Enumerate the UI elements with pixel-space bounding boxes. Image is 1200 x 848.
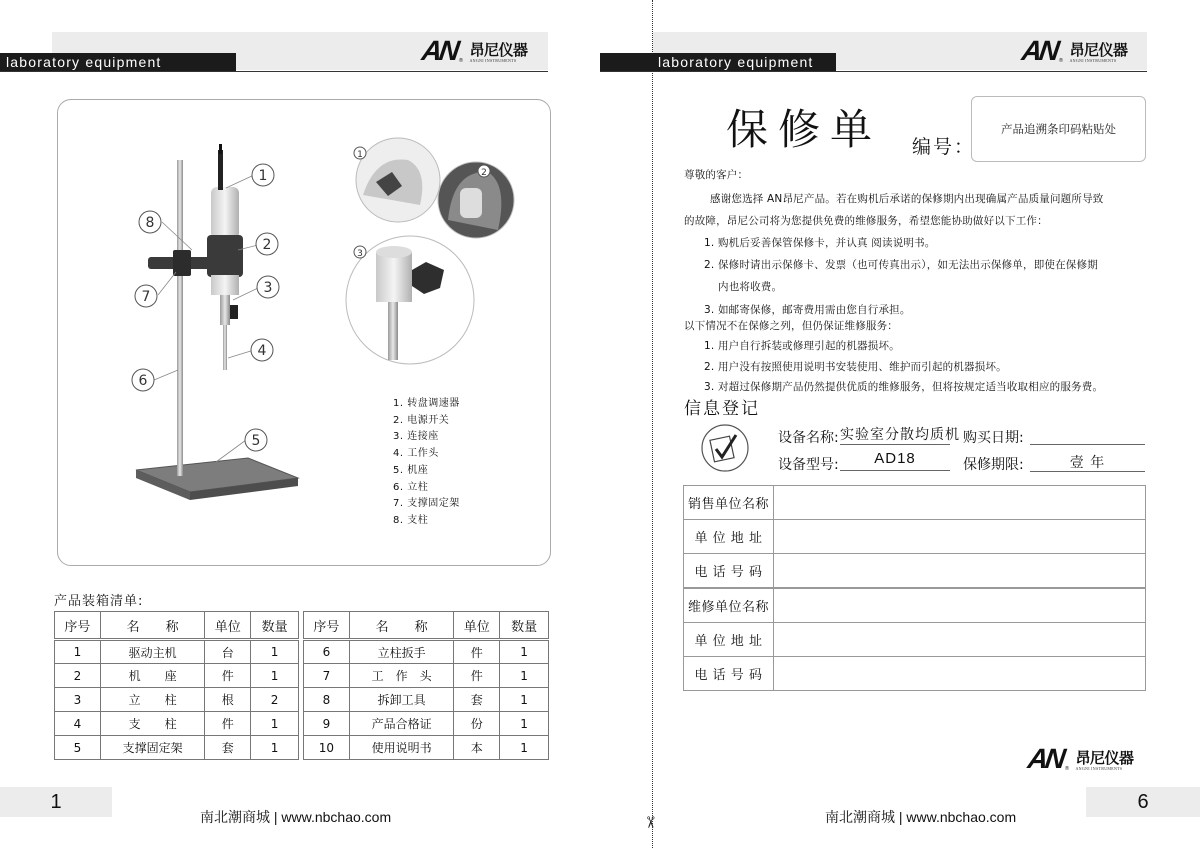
product-illustration-panel — [57, 99, 551, 566]
device-model-label: 设备型号: — [778, 457, 839, 473]
col-header: 名 称 — [349, 612, 454, 640]
purchase-date-label: 购买日期: — [963, 430, 1024, 446]
table-row: 7 工 作 头 件 1 — [304, 664, 549, 688]
legend-item: 8. 支柱 — [393, 514, 429, 526]
col-header: 单位 — [205, 612, 251, 640]
repair-unit-address-label: 单 位 地 址 — [684, 623, 774, 657]
sales-unit-phone-field[interactable] — [774, 554, 1146, 588]
scissors-icon: ✂ — [641, 815, 661, 830]
table-row: 5 支撑固定架 套 1 — [55, 736, 299, 760]
callout-8 — [139, 211, 161, 233]
repair-unit-name-field[interactable] — [774, 589, 1146, 623]
table-row: 3 立 柱 根 2 — [55, 688, 299, 712]
table-row: 10 使用说明书 本 1 — [304, 736, 549, 760]
repair-unit-name-label: 维修单位名称 — [684, 589, 774, 623]
table-row — [684, 623, 1146, 657]
machine-column — [177, 160, 183, 476]
device-name-underline — [840, 444, 950, 445]
logo-english-name: ANGNI INSTRUMENTS — [1075, 766, 1123, 771]
work-head-shaft — [223, 325, 227, 370]
exclusions-title: 以下情况不在保修之列，但仍保证维修服务： — [684, 320, 898, 332]
table-row — [684, 486, 1146, 520]
intro-text: 感谢您选择 AN昂尼产品。若在购机后承诺的保修期内出现确属产品质量问题所导致 — [710, 193, 1104, 205]
table-row — [684, 589, 1146, 623]
repair-unit-table — [683, 588, 1146, 691]
right-header-label: laboratory equipment — [600, 53, 836, 71]
table-header-row — [55, 612, 299, 640]
bottom-brand-logo — [1025, 743, 1134, 774]
checklist-icon — [700, 423, 750, 473]
table-row: 4 支 柱 件 1 — [55, 712, 299, 736]
logo-chinese-name: 昂尼仪器 — [1075, 749, 1134, 767]
callout-1 — [252, 164, 274, 186]
right-footer-link[interactable]: 南北潮商城 | www.nbchao.com — [825, 809, 1017, 825]
device-name-value[interactable]: 实验室分散均质机 — [840, 427, 960, 443]
svg-text:2: 2 — [262, 237, 272, 253]
drive-motor-body — [211, 187, 239, 239]
col-header: 序号 — [304, 612, 350, 640]
legend-item: 2. 电源开关 — [393, 414, 450, 426]
right-page-number: 6 — [1086, 787, 1200, 817]
legend-item: 7. 支撑固定架 — [393, 498, 460, 510]
svg-text:1: 1 — [258, 168, 268, 184]
svg-text:8: 8 — [145, 215, 155, 231]
info-registration-title: 信息登记 — [684, 399, 760, 419]
detail-speed-dial — [354, 138, 440, 222]
repair-unit-phone-field[interactable] — [774, 657, 1146, 691]
detail-connector-seat — [346, 236, 474, 364]
table-row: 6 立柱扳手 件 1 — [304, 640, 549, 664]
callout-4 — [251, 339, 273, 361]
table-row: 1 驱动主机 台 1 — [55, 640, 299, 664]
callout-5 — [245, 429, 267, 451]
table-header-row — [304, 612, 549, 640]
warranty-item: 2. 保修时请出示保修卡、发票（也可传真出示），如无法出示保修单，即使在保修期 — [704, 259, 1098, 271]
logo-chinese-name: 昂尼仪器 — [1069, 41, 1128, 59]
svg-text:1: 1 — [357, 150, 363, 160]
right-brand-logo — [1019, 35, 1128, 66]
device-model-value[interactable]: AD18 — [874, 450, 916, 467]
device-model-underline — [840, 470, 950, 471]
center-fold-line — [652, 0, 653, 848]
greeting: 尊敬的客户： — [684, 169, 749, 181]
registered-mark: ® — [1064, 766, 1070, 772]
callout-6 — [132, 369, 154, 391]
warranty-item: 1. 购机后妥善保管保修卡，并认真 阅读说明书。 — [704, 237, 936, 249]
table-row: 2 机 座 件 1 — [55, 664, 299, 688]
table-row: 9 产品合格证 份 1 — [304, 712, 549, 736]
warranty-form-title: 保修单 — [726, 105, 883, 154]
left-header-rule — [0, 71, 548, 72]
table-row — [684, 554, 1146, 588]
warranty-period-underline — [1030, 471, 1145, 472]
svg-text:5: 5 — [251, 433, 261, 449]
table-row — [684, 520, 1146, 554]
svg-text:6: 6 — [138, 373, 148, 389]
svg-text:3: 3 — [263, 280, 273, 296]
sales-unit-name-field[interactable] — [774, 486, 1146, 520]
repair-unit-address-field[interactable] — [774, 623, 1146, 657]
warranty-period-value[interactable]: 壹 年 — [1069, 455, 1106, 471]
logo-an-mark: AN — [1025, 743, 1065, 774]
left-page-number: 1 — [0, 787, 112, 817]
table-row: 8 拆卸工具 套 1 — [304, 688, 549, 712]
logo-an-mark: AN — [1019, 35, 1059, 66]
legend-item: 4. 工作头 — [393, 448, 439, 460]
barcode-sticker-area: 产品追溯条印码粘贴处 — [971, 96, 1146, 162]
col-header: 单位 — [454, 612, 500, 640]
callout-3 — [257, 276, 279, 298]
warranty-period-label: 保修期限: — [963, 457, 1024, 473]
logo-chinese-name: 昂尼仪器 — [469, 41, 528, 59]
parts-legend — [393, 396, 460, 530]
exclusion-item: 1. 用户自行拆装或修理引起的机器损坏。 — [704, 340, 900, 352]
svg-text:2: 2 — [481, 168, 487, 178]
logo-an-mark: AN — [419, 35, 459, 66]
left-brand-logo — [419, 35, 528, 66]
logo-english-name: ANGNI INSTRUMENTS — [1069, 58, 1117, 63]
left-header-label: laboratory equipment — [0, 53, 236, 71]
sales-unit-phone-label: 电 话 号 码 — [684, 554, 774, 588]
svg-text:7: 7 — [141, 289, 151, 305]
exclusion-item: 2. 用户没有按照使用说明书安装使用、维护而引起的机器损坏。 — [704, 361, 1007, 373]
col-header: 数量 — [500, 612, 549, 640]
packing-table-left — [54, 611, 299, 760]
warranty-item: 内也将收费。 — [718, 281, 783, 293]
callout-7 — [135, 285, 157, 307]
svg-text:4: 4 — [257, 343, 267, 359]
detail-power-switch — [438, 162, 514, 238]
serial-number-label: 编号： — [912, 136, 976, 158]
logo-english-name: ANGNI INSTRUMENTS — [469, 58, 517, 63]
sales-unit-name-label: 销售单位名称 — [684, 486, 774, 520]
registered-mark: ® — [1058, 58, 1064, 64]
col-header: 名 称 — [100, 612, 205, 640]
right-header-rule — [600, 71, 1147, 72]
registered-mark: ® — [458, 58, 464, 64]
col-header: 序号 — [55, 612, 101, 640]
sales-unit-table — [683, 485, 1146, 588]
sales-unit-address-field[interactable] — [774, 520, 1146, 554]
svg-text:3: 3 — [357, 249, 363, 259]
device-name-label: 设备名称: — [778, 430, 839, 446]
left-footer-link[interactable]: 南北潮商城 | www.nbchao.com — [200, 809, 392, 825]
sales-unit-address-label: 单 位 地 址 — [684, 520, 774, 554]
legend-item: 1. 转盘调速器 — [393, 398, 460, 409]
callout-2 — [256, 233, 278, 255]
legend-item: 3. 连接座 — [393, 431, 439, 443]
warranty-item: 3. 如邮寄保修，邮寄费用需由您自行承担。 — [704, 304, 911, 316]
packing-table-right — [303, 611, 549, 760]
table-row — [684, 657, 1146, 691]
homogenizer-diagram — [58, 100, 552, 567]
col-header: 数量 — [251, 612, 299, 640]
repair-unit-phone-label: 电 话 号 码 — [684, 657, 774, 691]
intro-text: 的故障，昂尼公司将为您提供免费的维修服务，希望您能协助做好以下工作： — [684, 215, 1048, 227]
legend-item: 5. 机座 — [393, 464, 429, 476]
exclusion-item: 3. 对超过保修期产品仍然提供优质的维修服务，但将按规定适当收取相应的服务费。 — [704, 381, 1104, 393]
purchase-date-underline — [1030, 444, 1145, 445]
packing-list-title: 产品装箱清单: — [54, 594, 144, 609]
legend-item: 6. 立柱 — [393, 481, 429, 493]
